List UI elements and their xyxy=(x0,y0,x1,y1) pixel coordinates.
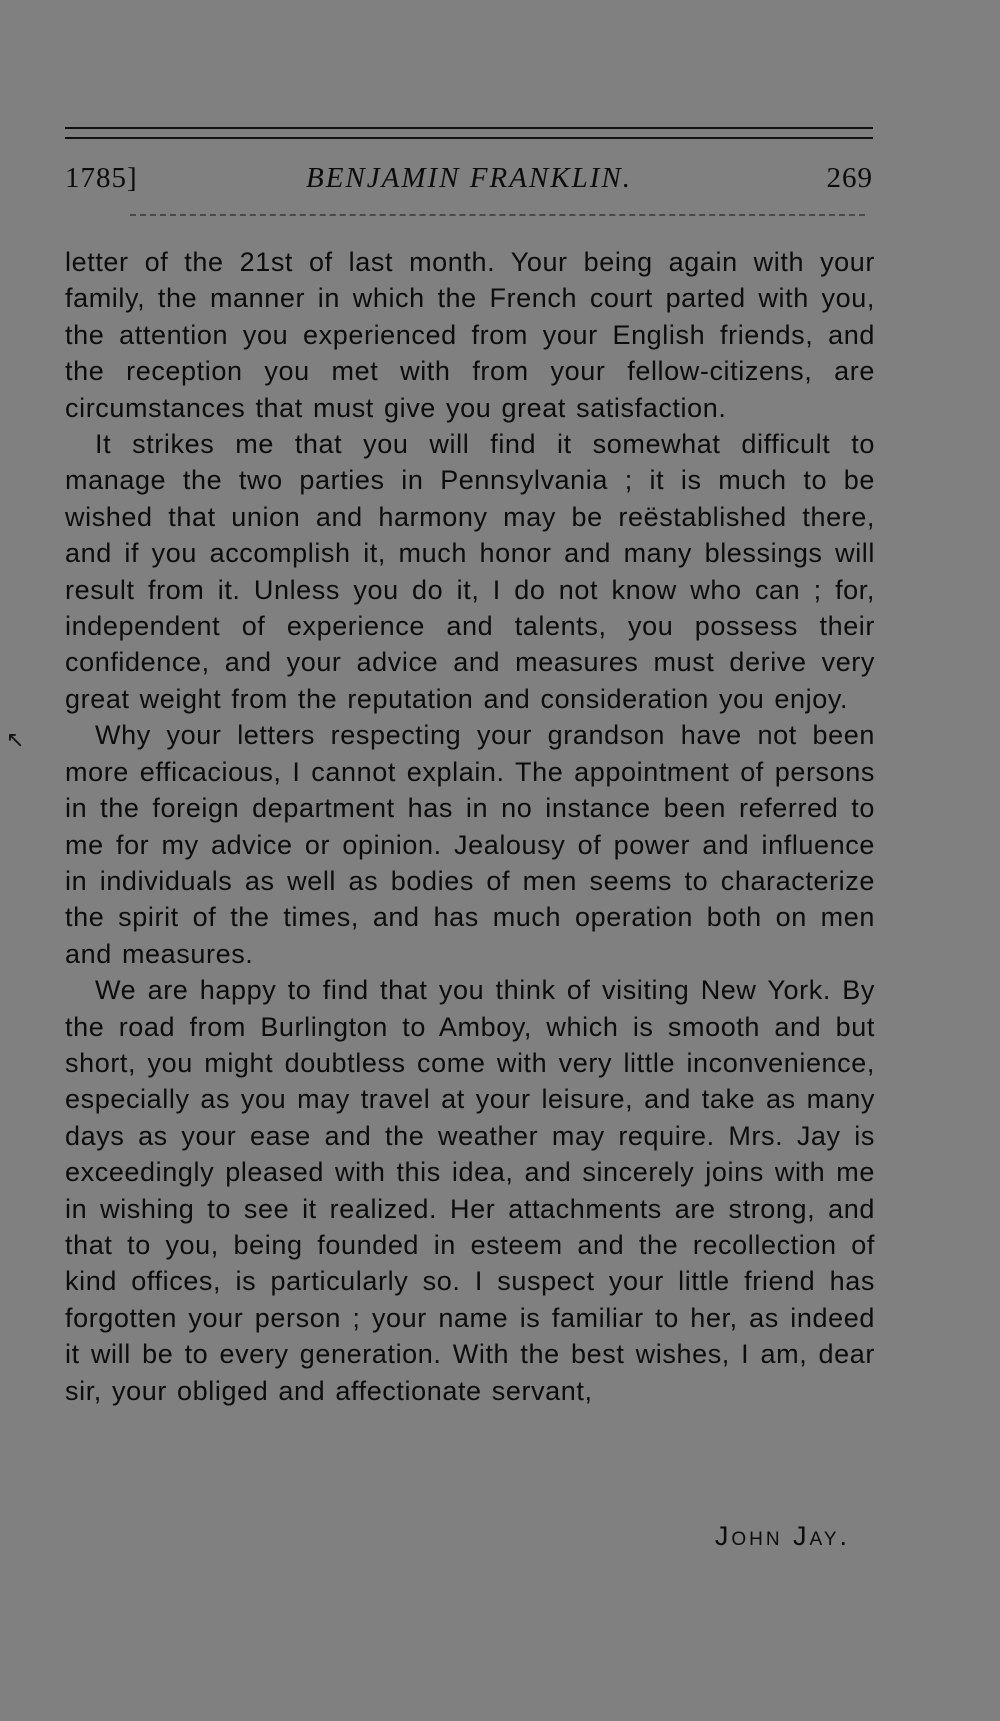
paragraph: Why your letters respecting your grandson have not been more efficacious, I cannot explain. The appointment of persons in the foreign department has in no instance been referred to me for my advice or opinion. Jealousy of power and influence in individuals as well as bodies of men seems to characterize the spirit of the times, and has much operation both on men and measures. xyxy=(65,720,875,969)
letter-body xyxy=(65,244,875,1409)
paragraph: It strikes me that you will find it somewhat difficult to manage the two parties in Pennsylvania ; it is much to be wished that union and harmony may be reëstablished there, and if you accomplish it, much honor and many blessings will result from it. Unless you do it, I do not know who can ; for, independent of experience and talents, you possess their confidence, and your advice and measures must derive very great weight from the reputation and consideration you enjoy. xyxy=(65,429,875,714)
paragraph: We are happy to find that you think of visiting New York. By the road from Burlington to Amboy, which is smooth and but short, you might doubtless come with very little inconvenience, especially as you may travel at your leisure, and take as many days as your ease and the weather may require. Mrs. Jay is exceedingly pleased with this idea, and sincerely joins with me in wishing to see it realized. Her attachments are strong, and that to you, being founded in esteem and the recollection of kind offices, is particularly so. I suspect your little friend has forgotten your person ; your name is familiar to her, as indeed it will be to every generation. With the best wishes, I am, dear sir, your obliged and affectionate servant, xyxy=(65,975,875,1406)
top-rule xyxy=(65,127,873,129)
paragraph: letter of the 21st of last month. Your being again with your family, the manner in which the French court parted with you, the attention you experienced from your English friends, and the reception you met with from your fellow-citizens, are circumstances that must give you great satisfaction. xyxy=(65,247,875,423)
running-head-title: BENJAMIN FRANKLIN. xyxy=(306,162,632,194)
signature: John Jay. xyxy=(714,1521,850,1551)
page-number: 269 xyxy=(826,162,873,194)
running-head xyxy=(65,158,873,198)
top-rule xyxy=(65,137,873,139)
margin-mark-icon: ↖ xyxy=(6,728,25,753)
running-head-year: 1785] xyxy=(65,162,138,194)
header-rule xyxy=(130,214,865,216)
